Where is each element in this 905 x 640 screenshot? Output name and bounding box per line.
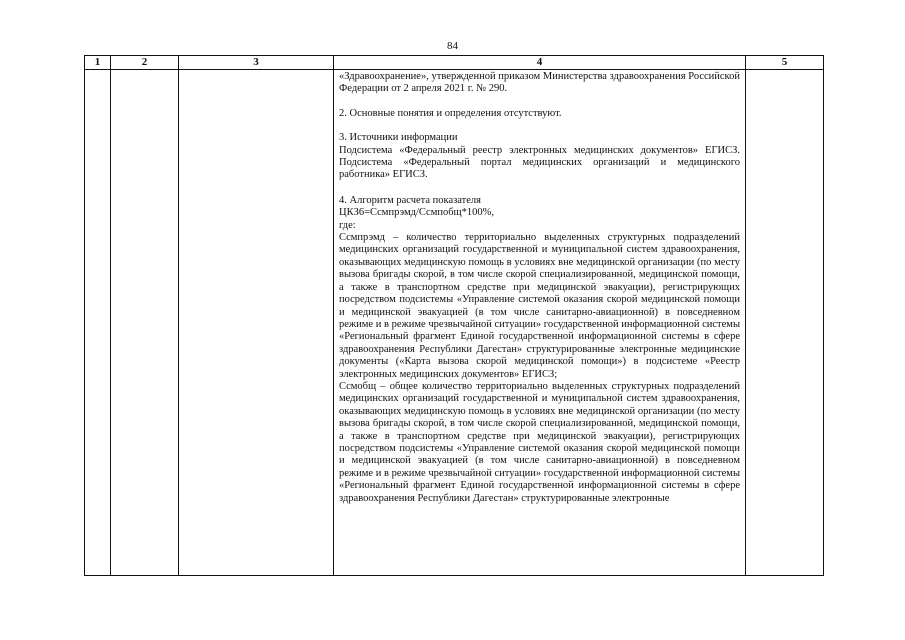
section-2-text: 2. Основные понятия и определения отсутствуют. bbox=[339, 107, 562, 119]
column-header-5: 5 bbox=[746, 56, 824, 70]
intro-text: «Здравоохранение», утвержденной приказом Министерства здравоохранения Российской Федерации от 2 апреля 2021 г. № 290. bbox=[339, 71, 740, 95]
cell-col-3 bbox=[179, 70, 334, 576]
cell-col-5 bbox=[746, 70, 824, 576]
definition-numerator: Ссмпрэмд – количество территориально выделенных структурных подразделений медицинских организаций государственной и муниципальной систем здравоохранения, оказывающих медицинскую помощь в условиях вне медицинской организации (по месту вызова бригады скорой, в том числе скорой специализированной, медицинской помощи, а также в транспортном средстве при медицинской эвакуации), регистрирующих посредством подсистемы «Управление системой оказания скорой медицинской помощи и медицинской эвакуацией (в том числе санитарно-авиационной) в повседневном режиме и в режиме чрезвычайной ситуации» государственной информационной системы «Региональный фрагмент Единой государственной информационной системы в сфере здравоохранения Республики Дагестан» структурированные электронные медицинские документы («Карта вызова скорой медицинской помощи») в подсистеме «Реестр электронных медицинских документов» ЕГИСЗ; bbox=[339, 232, 740, 380]
document-table bbox=[84, 55, 824, 576]
column-header-3: 3 bbox=[179, 56, 334, 70]
section-3-text: Подсистема «Федеральный реестр электронных медицинских документов» ЕГИСЗ. Подсистема «Федеральный портал медицинских организаций и медицинского работника» ЕГИСЗ. bbox=[339, 144, 740, 181]
formula: ЦКЗ6=Ссмпрэмд/Ссмпобщ*100%, bbox=[339, 207, 495, 219]
section-4-title: 4. Алгоритм расчета показателя bbox=[339, 194, 481, 206]
indicator-description bbox=[334, 70, 745, 505]
definition-denominator: Ссмобщ – общее количество территориально выделенных структурных подразделений медицинских организаций государственной и муниципальной систем здравоохранения, оказывающих медицинскую помощь в условиях вне медицинской организации (по месту вызова бригады скорой, в том числе скорой специализированной, медицинской помощи, а также в транспортном средстве при медицинской эвакуации), регистрирующих посредством подсистемы «Управление системой оказания скорой медицинской помощи и медицинской эвакуацией (в том числе санитарно-авиационной) в повседневном режиме и в режиме чрезвычайной ситуации» государственной информационной системы «Региональный фрагмент Единой государственной информационной системы в сфере здравоохранения Республики Дагестан» структурированные электронные bbox=[339, 380, 740, 504]
section-3-title: 3. Источники информации bbox=[339, 132, 458, 144]
cell-col-2 bbox=[111, 70, 179, 576]
table-header-row bbox=[85, 56, 824, 70]
table-row bbox=[85, 70, 824, 576]
cell-col-4 bbox=[334, 70, 746, 576]
column-header-2: 2 bbox=[111, 56, 179, 70]
page-number: 84 bbox=[447, 40, 458, 52]
cell-col-1 bbox=[85, 70, 111, 576]
column-header-4: 4 bbox=[334, 56, 746, 70]
where-label: где: bbox=[339, 219, 356, 231]
column-header-1: 1 bbox=[85, 56, 111, 70]
